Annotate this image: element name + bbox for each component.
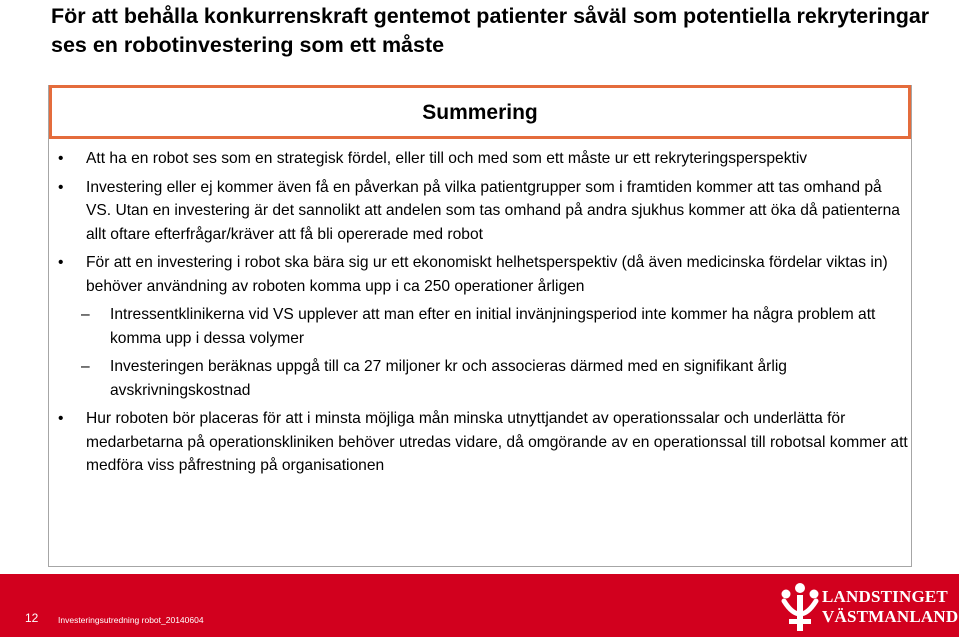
logo-text [822, 587, 958, 627]
logo-line-2: VÄSTMANLAND [822, 607, 959, 626]
bullet-text: Investering eller ej kommer även få en påverkan på vilka patientgrupper som i framtiden kommer att tas omhand på VS. Utan en investering är det sannolikt att andelen som tas omhand på andra sjukhus kommer att öka då patienterna allt oftare efterfrågar/kräver att få bli opererade med robot [86, 178, 900, 243]
bullet-item [58, 176, 908, 247]
footer-bar [0, 574, 959, 637]
dash-marker: – [81, 306, 90, 323]
bullet-marker: • [58, 254, 64, 271]
dash-marker: – [81, 358, 90, 375]
page-number: 12 [25, 611, 39, 625]
bullet-item [58, 251, 908, 298]
landstinget-logo [780, 580, 959, 635]
bullet-item [58, 147, 908, 171]
slide-title: För att behålla konkurrenskraft gentemot patienter såväl som potentiella rekryteringar ses en robotinvestering som ett måste [51, 4, 930, 57]
summary-header-box [49, 85, 911, 139]
sub-bullet-item [58, 355, 908, 402]
document-name: Investeringsutredning robot_20140604 [58, 615, 204, 625]
bullet-marker: • [58, 150, 64, 167]
summary-heading: Summering [422, 100, 538, 124]
landstinget-emblem-icon [780, 581, 820, 633]
bullet-item [58, 407, 908, 478]
bullet-marker: • [58, 178, 64, 196]
logo-line-1: LANDSTINGET [822, 587, 948, 606]
summary-content [58, 147, 908, 483]
sub-bullet-text: Investeringen beräknas uppgå till ca 27 miljoner kr och associeras därmed med en signifikant årlig avskrivningskostnad [110, 358, 787, 399]
sub-bullet-text: Intressentklinikerna vid VS upplever att man efter en initial invänjningsperiod inte kommer ha några problem att komma upp i dessa volymer [110, 306, 876, 347]
sub-bullet-item [58, 303, 908, 350]
bullet-text: Att ha en robot ses som en strategisk fördel, eller till och med som ett måste ur ett rekryteringsperspektiv [86, 150, 808, 167]
bullet-text: Hur roboten bör placeras för att i minsta möjliga mån minska utnyttjandet av operationssalar och underlätta för medarbetarna på operationskliniken behöver utredas vidare, då omgörande av en operationssal till robotsal kommer att medföra viss påfrestning på organisationen [86, 410, 908, 474]
bullet-marker: • [58, 410, 64, 427]
bullet-text: För att en investering i robot ska bära sig ur ett ekonomiskt helhetsperspektiv (då även medicinska fördelar viktas in) behöver användning av roboten komma upp i ca 250 operationer årligen [86, 254, 888, 295]
